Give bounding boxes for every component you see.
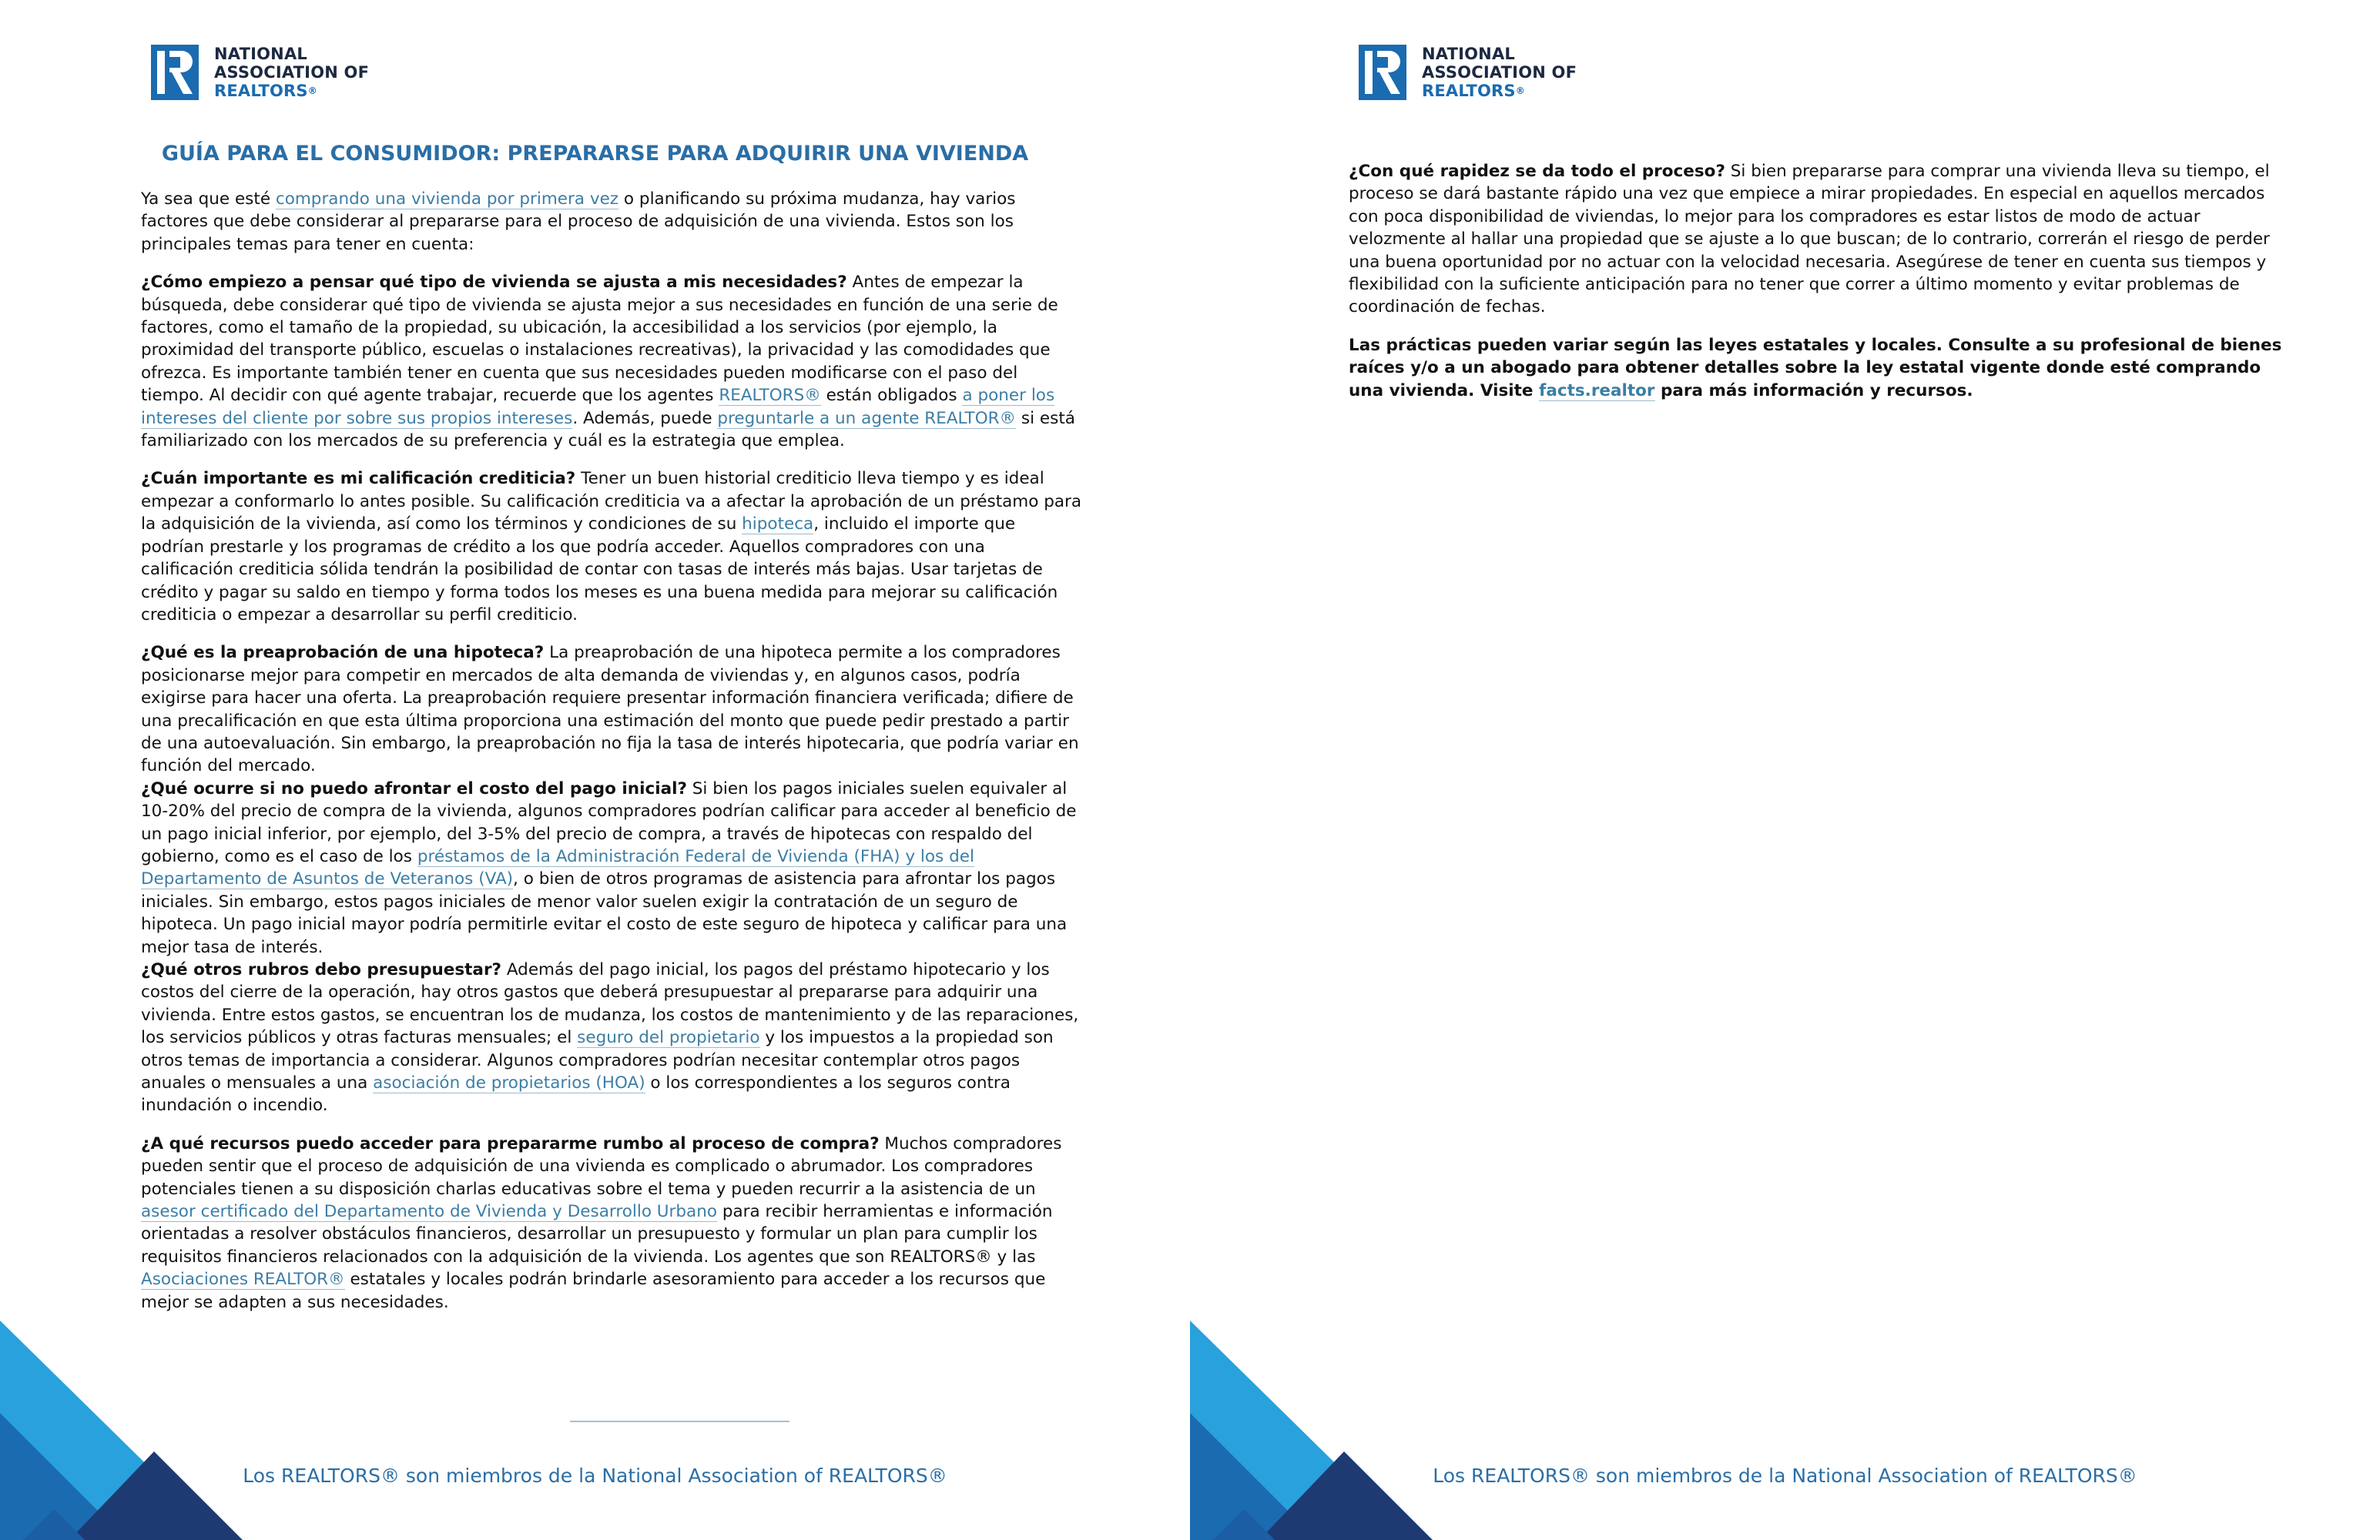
question-heading: ¿A qué recursos puedo acceder para prepararme rumbo al proceso de compra?: [141, 1133, 880, 1153]
realtor-associations-link[interactable]: Asociaciones REALTOR®: [141, 1270, 345, 1290]
logo-line-3: REALTORS®: [214, 82, 317, 100]
homeowners-insurance-link[interactable]: seguro del propietario: [577, 1028, 760, 1048]
section-resources: ¿A qué recursos puedo acceder para prepararme rumbo al proceso de compra? Muchos compradores pueden sentir que el proceso de adquisición de una vivienda es complicado o abrumador. Los compradores potenciales tienen a su disposición charlas educativas sobre el tema y pueden recurrir a la asistencia de un asesor certificado del Departamento de Vivienda y Desarrollo Urbano para recibir herramientas e información orientadas a resolver obstáculos financieros, desarrollar un presupuesto y formular un plan para cumplir los requisitos financieros relacionados con la adquisición de la vivienda. Los agentes que son REALTORS® y las Asociaciones REALTOR® estatales y locales podrán brindarle asesoramiento para acceder a los recursos que mejor se adapten a sus necesidades.: [141, 1133, 1062, 1312]
ask-realtor-link[interactable]: preguntarle a un agente REALTOR®: [717, 408, 1017, 428]
logo-line-2: ASSOCIATION OF: [1422, 63, 1577, 82]
nar-logo: [1359, 45, 1577, 100]
first-time-buyer-link[interactable]: comprando una vivienda por primera vez: [275, 189, 619, 209]
question-heading: ¿Qué ocurre si no puedo afrontar el costo del pago inicial?: [141, 778, 687, 798]
footer-divider: [570, 1421, 789, 1422]
footer-text: Los REALTORS® son miembros de la National Association of REALTORS®: [243, 1465, 947, 1487]
document-page-2: [1190, 0, 2380, 1540]
logo-line-3: REALTORS®: [1422, 82, 1525, 100]
intro-paragraph: Ya sea que esté comprando una vivienda por primera vez o planificando su próxima mudanza, hay varios factores que debe considerar al prepararse para el proceso de adquisición de una vivienda. Estos son los principales temas para tener en cuenta:: [141, 189, 1016, 254]
fha-va-loans-link[interactable]: préstamos de la Administración Federal de Vivienda (FHA) y los del Departamento de Asuntos de Veteranos (VA): [141, 846, 974, 889]
question-heading: ¿Qué es la preaprobación de una hipoteca?: [141, 643, 545, 663]
hoa-link[interactable]: asociación de propietarios (HOA): [373, 1073, 645, 1093]
page-1-body: [141, 188, 1082, 1329]
question-heading: ¿Cómo empiezo a pensar qué tipo de vivienda se ajusta a mis necesidades?: [141, 273, 847, 293]
section-preapproval: ¿Qué es la preaprobación de una hipoteca? La preaprobación de una hipoteca permite a los compradores posicionarse mejor para competir en mercados de alta demanda de viviendas y, en algunos casos, podría exigirse para hacer una oferta. La preaprobación requiere presentar información financiera verificada; difiere de una precalificación en que esta última proporciona una estimación del monto que puede pedir prestado a partir de una autoevaluación. Sin embargo, la preaprobación no fija la tasa de interés hipotecaria, que podría variar en función del mercado.: [141, 643, 1079, 776]
logo-line-1: NATIONAL: [1422, 45, 1515, 63]
corner-triangles-decoration: [1190, 1321, 1436, 1540]
realtor-r-logo-icon: [151, 45, 199, 100]
section-budget: ¿Qué otros rubros debo presupuestar? Además del pago inicial, los pagos del préstamo hipotecario y los costos del cierre de la operación, hay otros gastos que deberá presupuestar al prepararse para adquirir una vivienda. Entre estos gastos, se encuentran los de mudanza, los costos de mantenimiento y de las reparaciones, los servicios públicos y otras facturas mensuales; el seguro del propietario y los impuestos a la propiedad son otros temas de importancia a considerar. Algunos compradores podrían necesitar contemplar otros pagos anuales o mensuales a una asociación de propietarios (HOA) o los correspondientes a los seguros contra inundación o incendio.: [141, 960, 1079, 1116]
footer-text: Los REALTORS® son miembros de la National Association of REALTORS®: [1433, 1465, 2137, 1487]
realtor-r-logo-icon: [1359, 45, 1406, 100]
page-2-body: [1349, 160, 2282, 417]
section-credit-score: ¿Cuán importante es mi calificación crediticia? Tener un buen historial crediticio lleva tiempo y es ideal empezar a conformarlo lo antes posible. Su calificación crediticia va a afectar la aprobación de un préstamo para la adquisición de la vivienda, así como los términos y condiciones de su hipoteca, incluido el importe que podrían prestarle y los programas de crédito a los que podría acceder. Aquellos compradores con una calificación crediticia sólida tendrán la posibilidad de contar con tasas de interés más bajas. Usar tarjetas de crédito y pagar su saldo en tiempo y forma todos los meses es una buena medida para mejorar su calificación crediticia o empezar a desarrollar su perfil crediticio.: [141, 469, 1082, 624]
logo-wordmark: [1422, 45, 1577, 100]
page-title: GUÍA PARA EL CONSUMIDOR: PREPARARSE PARA ADQUIRIR UNA VIVIENDA: [161, 142, 1029, 166]
legal-note: Las prácticas pueden variar según las leyes estatales y locales. Consulte a su profesional de bienes raíces y/o a un abogado para obtener detalles sobre la ley estatal vigente donde esté comprando una vivienda. Visite facts.realtor para más información y recursos.: [1349, 335, 2282, 400]
logo-wordmark: [214, 45, 369, 100]
mortgage-link[interactable]: hipoteca: [742, 514, 814, 534]
facts-realtor-link[interactable]: facts.realtor: [1538, 380, 1655, 400]
question-heading: ¿Qué otros rubros debo presupuestar?: [141, 960, 502, 979]
question-heading: ¿Con qué rapidez se da todo el proceso?: [1349, 162, 1725, 181]
logo-line-2: ASSOCIATION OF: [214, 63, 370, 82]
hud-counselor-link[interactable]: asesor certificado del Departamento de Vivienda y Desarrollo Urbano: [141, 1202, 717, 1222]
realtors-link[interactable]: REALTORS®: [719, 386, 821, 406]
client-interests-link[interactable]: a poner los intereses del cliente por sobre sus propios intereses: [141, 386, 1055, 428]
nar-logo: [151, 45, 369, 100]
logo-line-1: NATIONAL: [214, 45, 307, 63]
section-housing-needs: ¿Cómo empiezo a pensar qué tipo de vivienda se ajusta a mis necesidades? Antes de empezar la búsqueda, debe considerar qué tipo de vivienda se ajusta mejor a sus necesidades en función de una serie de factores, como el tamaño de la propiedad, su ubicación, la accesibilidad a los servicios (por ejemplo, la proximidad del transporte público, escuelas o instalaciones recreativas), la privacidad y las comodidades que ofrezca. Es importante también tener en cuenta que sus necesidades pueden modificarse con el paso del tiempo. Al decidir con qué agente trabajar, recuerde que los agentes REALTORS® están obligados a poner los intereses del cliente por sobre sus propios intereses. Además, puede preguntarle a un agente REALTOR® si está familiarizado con los mercados de su preferencia y cuál es la estrategia que emplea.: [141, 273, 1075, 451]
section-timing: ¿Con qué rapidez se da todo el proceso? Si bien prepararse para comprar una vivienda lleva su tiempo, el proceso se dará bastante rápido una vez que empiece a mirar propiedades. En especial en aquellos mercados con poca disponibilidad de viviendas, lo mejor para los compradores es estar listos de modo de actuar velozmente al hallar una propiedad que se ajuste a lo que buscan; de lo contrario, correrán el riesgo de perder una buena oportunidad por no actuar con la velocidad necesaria. Asegúrese de tener en cuenta sus tiempos y flexibilidad con la suficiente anticipación para no tener que correr a último momento y evitar problemas de coordinación de fechas.: [1349, 162, 2270, 317]
question-heading: ¿Cuán importante es mi calificación crediticia?: [141, 469, 576, 489]
corner-triangles-decoration: [0, 1321, 246, 1540]
section-down-payment: ¿Qué ocurre si no puedo afrontar el costo del pago inicial? Si bien los pagos iniciales suelen equivaler al 10-20% del precio de compra de la vivienda, algunos compradores podrían calificar para acceder al beneficio de un pago inicial inferior, por ejemplo, del 3-5% del precio de compra, a través de hipotecas con respaldo del gobierno, como es el caso de los préstamos de la Administración Federal de Vivienda (FHA) y los del Departamento de Asuntos de Veteranos (VA), o bien de otros programas de asistencia para afrontar los pagos iniciales. Sin embargo, estos pagos iniciales de menor valor suelen exigir la contratación de un seguro de hipoteca. Un pago inicial mayor podría permitirle evitar el costo de este seguro de hipoteca y calificar para una mejor tasa de interés.: [141, 778, 1077, 957]
